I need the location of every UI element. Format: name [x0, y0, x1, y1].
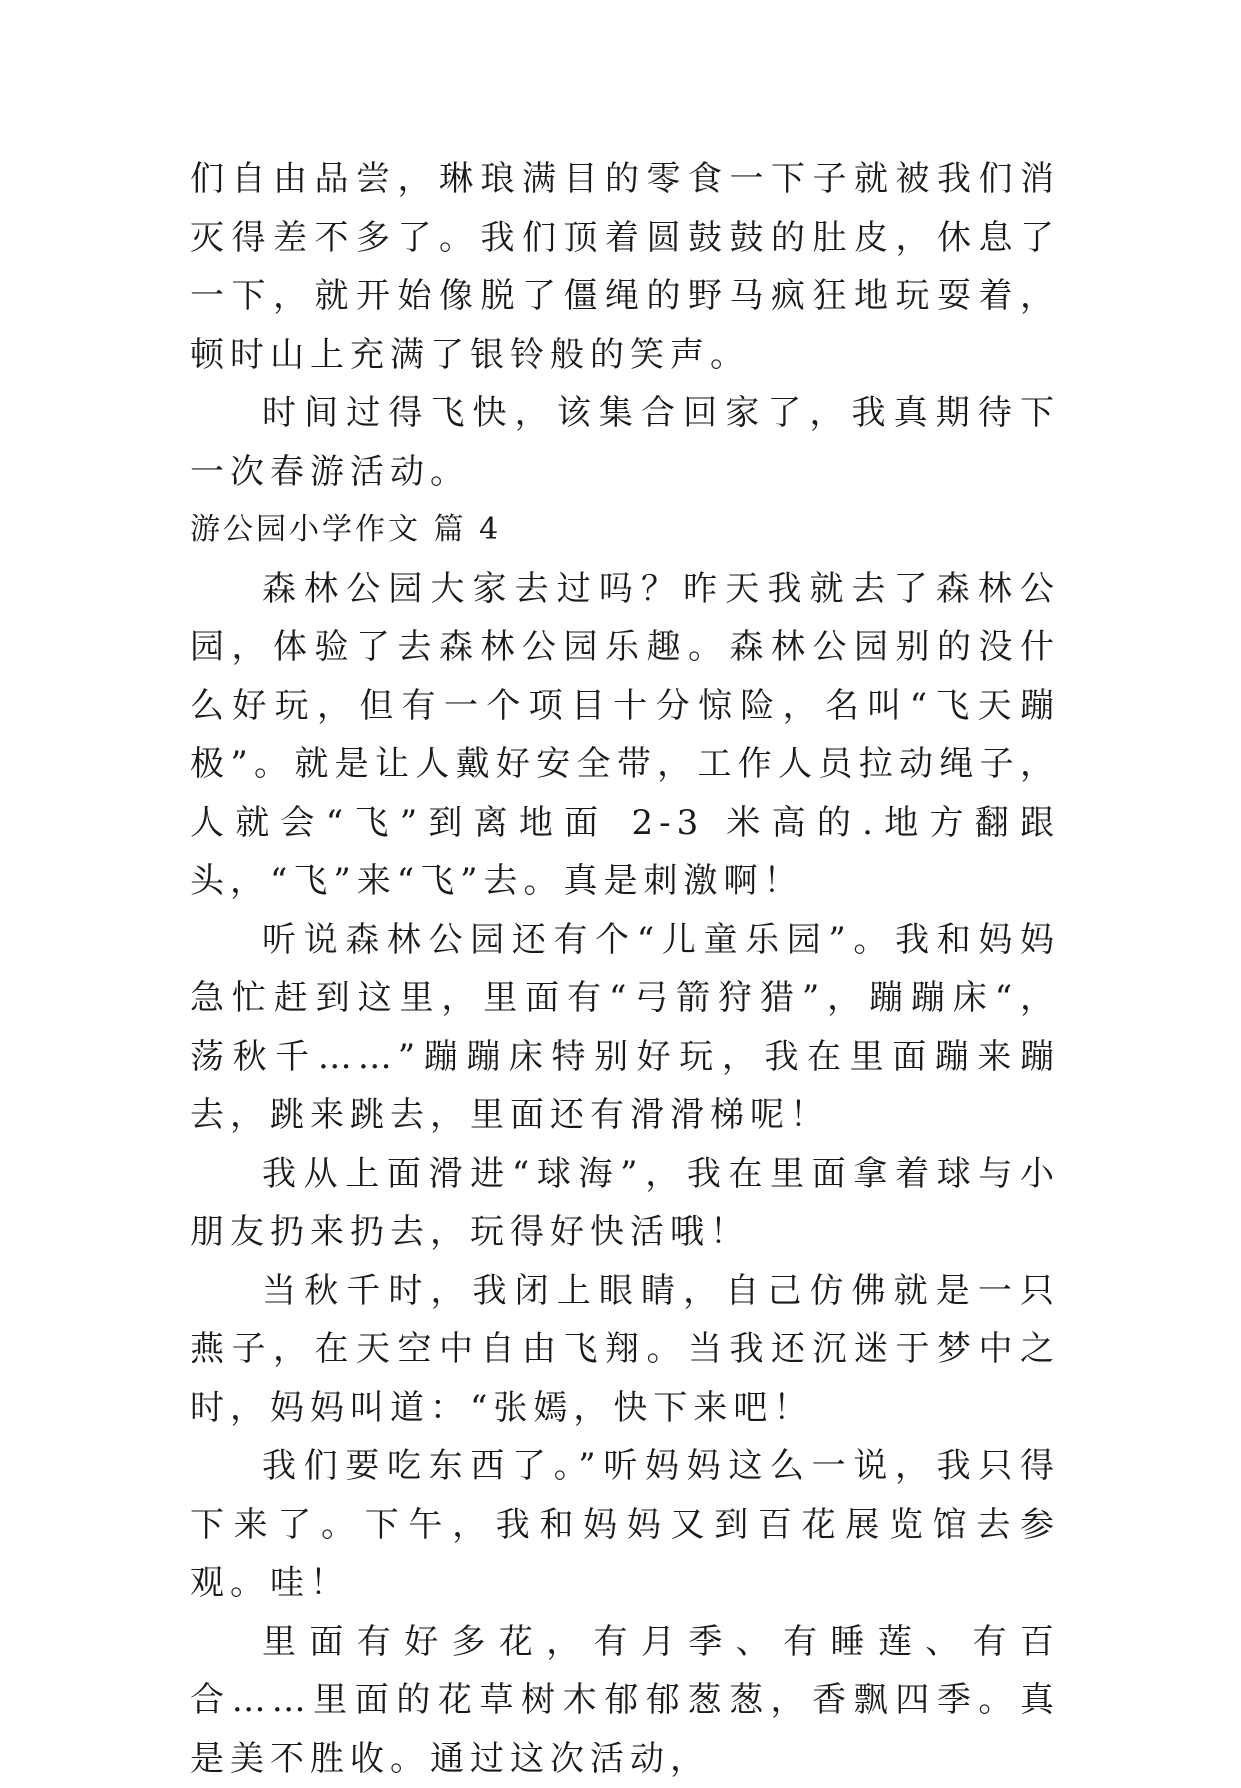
paragraph-flowers: 里面有好多花，有月季、有睡莲、有百合……里面的花草树木郁郁葱葱，香飘四季。真是美不胜收。通过这次活动，: [190, 1613, 1060, 1788]
section-heading: 游公园小学作文 篇 4: [190, 501, 1060, 560]
paragraph-time-to-go-home: 时间过得飞快，该集合回家了，我真期待下一次春游活动。: [190, 384, 1060, 501]
paragraph-swing: 当秋千时，我闭上眼睛，自己仿佛就是一只燕子，在天空中自由飞翔。当我还沉迷于梦中之时，妈妈叫道：“张嫣，快下来吧！: [190, 1262, 1060, 1438]
paragraph-continued: 们自由品尝，琳琅满目的零食一下子就被我们消灭得差不多了。我们顶着圆鼓鼓的肚皮，休息了一下，就开始像脱了僵绳的野马疯狂地玩耍着，顿时山上充满了银铃般的笑声。: [190, 150, 1060, 384]
document-page: [190, 150, 1060, 1788]
paragraph-eat: 我们要吃东西了。”听妈妈这么一说，我只得下来了。下午，我和妈妈又到百花展览馆去参观。哇！: [190, 1437, 1060, 1613]
paragraph-ball-sea: 我从上面滑进“球海”，我在里面拿着球与小朋友扔来扔去，玩得好快活哦！: [190, 1145, 1060, 1262]
paragraph-forest-park: 森林公园大家去过吗？昨天我就去了森林公园，体验了去森林公园乐趣。森林公园别的没什么好玩，但有一个项目十分惊险，名叫“飞天蹦极”。就是让人戴好安全带，工作人员拉动绳子，人就会“飞”到离地面 2-3 米高的.地方翻跟头，“飞”来“飞”去。真是刺激啊！: [190, 560, 1060, 911]
paragraph-kids-park: 听说森林公园还有个“儿童乐园”。我和妈妈急忙赶到这里，里面有“弓箭狩猎”，蹦蹦床“，荡秋千……”蹦蹦床特别好玩，我在里面蹦来蹦去，跳来跳去，里面还有滑滑梯呢！: [190, 911, 1060, 1145]
